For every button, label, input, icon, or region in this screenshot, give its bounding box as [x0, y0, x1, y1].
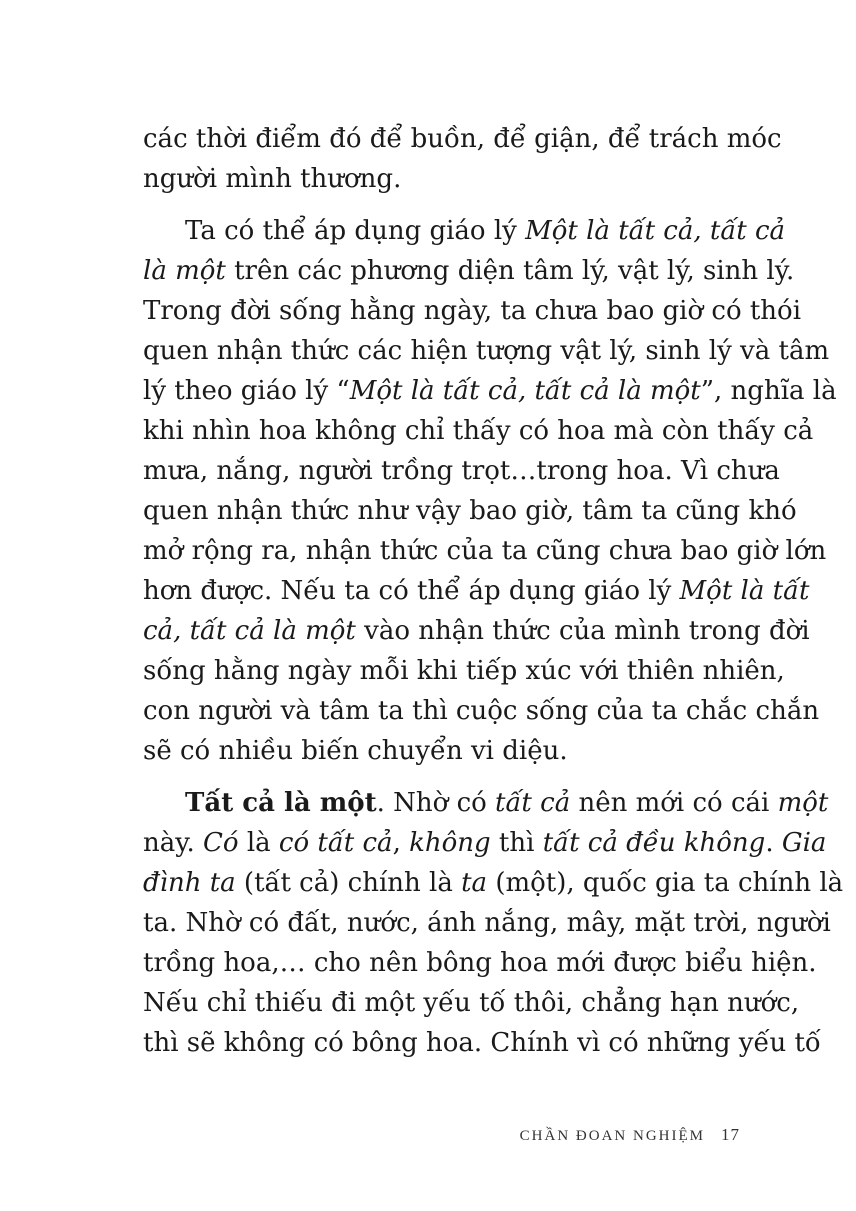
text-run: này. — [143, 828, 204, 858]
paragraph — [143, 783, 844, 1063]
italic-run: không — [409, 828, 491, 858]
text-run: ”, nghĩa là — [700, 376, 837, 406]
text-run: các thời điểm đó để buồn, để giận, để trách móc — [143, 124, 782, 154]
text-line — [143, 291, 802, 331]
text-line — [143, 411, 814, 451]
text-run: thì — [490, 828, 543, 858]
italic-run: Gia — [781, 828, 827, 858]
text-run: Ta có thể áp dụng giáo lý — [185, 216, 526, 246]
text-line — [143, 731, 741, 771]
italic-run: một — [777, 788, 829, 818]
text-run: mưa, nắng, người trồng trọt…trong hoa. Vì chưa — [143, 456, 780, 486]
text-run: (một), quốc gia ta chính là — [487, 868, 844, 898]
text-line — [143, 651, 785, 691]
text-run: là — [238, 828, 279, 858]
text-line — [143, 371, 837, 411]
italic-run: Một là tất cả, tất cả là một — [349, 376, 701, 406]
text-run: con người và tâm ta thì cuộc sống của ta chắc chắn — [143, 696, 820, 726]
text-line — [143, 903, 831, 943]
body-text — [143, 119, 844, 1063]
paragraph — [143, 211, 837, 771]
paragraph-gap — [143, 771, 741, 783]
text-line — [143, 783, 829, 823]
italic-run: tất cả đều không — [542, 828, 766, 858]
text-run: trên các phương diện tâm lý, vật lý, sinh lý. — [225, 256, 795, 286]
italic-run: tất cả — [495, 788, 571, 818]
text-line — [143, 611, 810, 651]
text-run: Nếu chỉ thiếu đi một yếu tố thôi, chẳng hạn nước, — [143, 988, 800, 1018]
italic-run: có tất cả — [278, 828, 393, 858]
italic-run: đình ta — [143, 868, 236, 898]
text-line — [143, 983, 800, 1023]
paragraph — [143, 119, 782, 199]
text-run: người mình thương. — [143, 164, 402, 194]
text-run: sống hằng ngày mỗi khi tiếp xúc với thiên nhiên, — [143, 656, 785, 686]
text-run: , — [392, 828, 410, 858]
text-run: . Nhờ có — [376, 788, 496, 818]
text-run: thì sẽ không có bông hoa. Chính vì có những yếu tố — [143, 1028, 821, 1058]
italic-run: Một là tất — [679, 576, 810, 606]
italic-run: ta — [461, 868, 488, 898]
text-run: vào nhận thức của mình trong đời — [355, 616, 810, 646]
text-line — [143, 451, 780, 491]
text-run: . — [765, 828, 782, 858]
text-run: quen nhận thức các hiện tượng vật lý, sinh lý và tâm — [143, 336, 830, 366]
text-line — [143, 251, 795, 291]
text-run: nên mới có cái — [570, 788, 778, 818]
page-footer — [520, 1125, 740, 1145]
text-line — [143, 159, 741, 199]
italic-run: là một — [143, 256, 226, 286]
page-number: 17 — [721, 1125, 740, 1144]
text-run: lý theo giáo lý “ — [143, 376, 350, 406]
text-line — [143, 211, 786, 251]
text-run: quen nhận thức như vậy bao giờ, tâm ta cũng khó — [143, 496, 797, 526]
text-line — [143, 531, 827, 571]
text-line — [143, 943, 817, 983]
text-run: hơn được. Nếu ta có thể áp dụng giáo lý — [143, 576, 680, 606]
italic-run: Có — [203, 828, 239, 858]
text-line — [143, 823, 827, 863]
italic-run: cả, tất cả là một — [143, 616, 356, 646]
text-line — [143, 863, 844, 903]
text-line — [143, 491, 797, 531]
text-line — [143, 119, 782, 159]
text-run: Trong đời sống hằng ngày, ta chưa bao giờ có thói — [143, 296, 802, 326]
paragraph-gap — [143, 199, 741, 211]
text-run: trồng hoa,… cho nên bông hoa mới được biểu hiện. — [143, 948, 817, 978]
bold-run: Tất cả là một — [185, 788, 377, 818]
text-line — [143, 331, 830, 371]
text-line — [143, 691, 820, 731]
text-run: (tất cả) chính là — [235, 868, 462, 898]
text-run: mở rộng ra, nhận thức của ta cũng chưa bao giờ lớn — [143, 536, 827, 566]
text-line — [143, 1023, 821, 1063]
text-line — [143, 571, 810, 611]
running-title: CHẦN ĐOAN NGHIỆM — [519, 1128, 705, 1144]
text-run: khi nhìn hoa không chỉ thấy có hoa mà còn thấy cả — [143, 416, 814, 446]
italic-run: Một là tất cả, tất cả — [525, 216, 786, 246]
text-run: ta. Nhờ có đất, nước, ánh nắng, mây, mặt trời, người — [143, 908, 831, 938]
text-run: sẽ có nhiều biến chuyển vi diệu. — [143, 736, 568, 766]
